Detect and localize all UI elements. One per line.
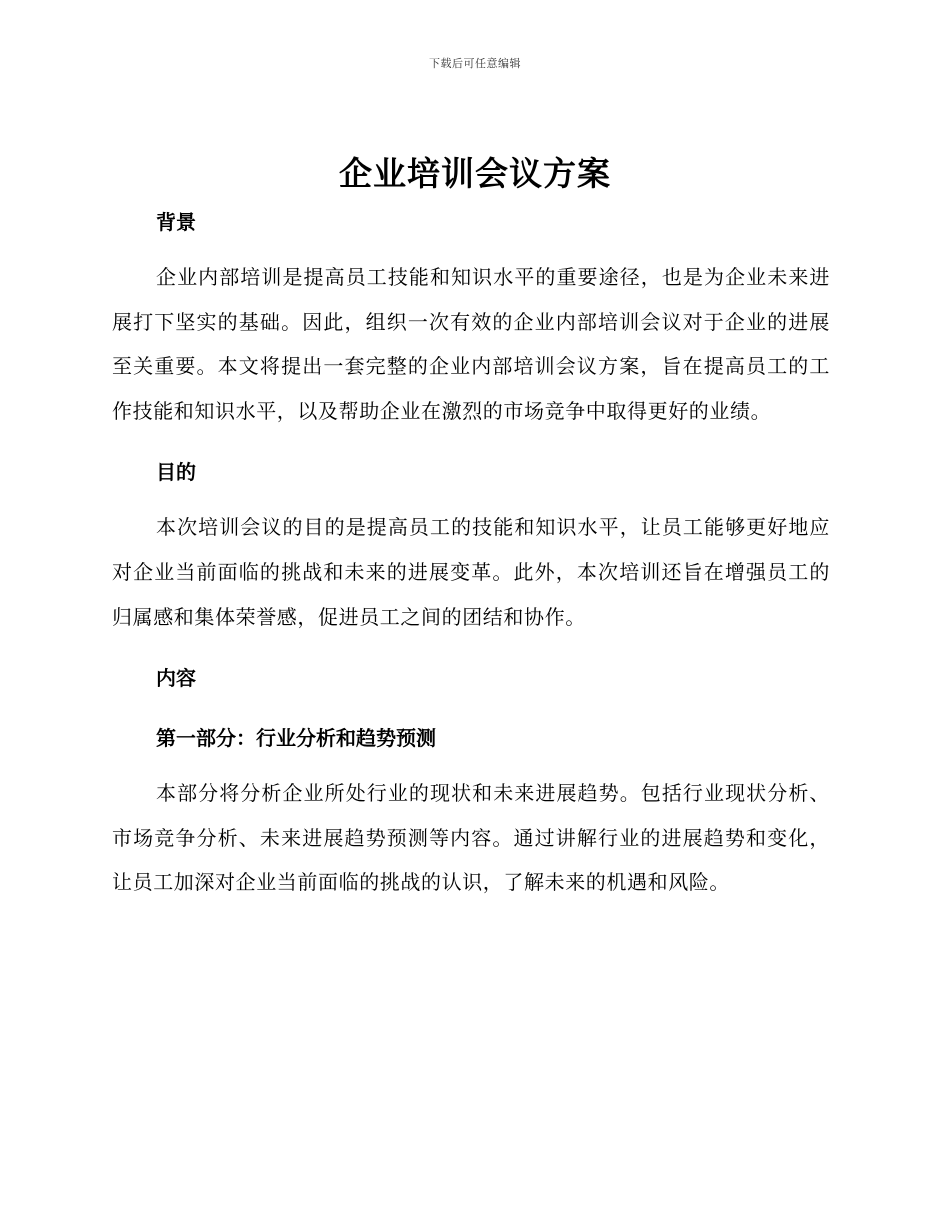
subsection-paragraph-part1: 本部分将分析企业所处行业的现状和未来进展趋势。包括行业现状分析、市场竞争分析、未来进展趋势预测等内容。通过讲解行业的进展趋势和变化，让员工加深对企业当前面临的挑战的认识，了解未来的机遇和风险。 (112, 781, 830, 895)
section-paragraph-purpose: 本次培训会议的目的是提高员工的技能和知识水平，让员工能够更好地应对企业当前面临的挑战和未来的进展变革。此外，本次培训还旨在增强员工的归属感和集体荣誉感，促进员工之间的团结和协作。 (112, 515, 830, 629)
section-heading-content: 内容 (156, 666, 196, 691)
header-note: 下载后可任意编辑 (429, 57, 521, 70)
section-heading-background: 背景 (156, 210, 196, 234)
section-heading-purpose: 目的 (156, 460, 196, 485)
document-title: 企业培训会议方案 (339, 154, 611, 193)
section-paragraph-background: 企业内部培训是提高员工技能和知识水平的重要途径，也是为企业未来进展打下坚实的基础。因此，组织一次有效的企业内部培训会议对于企业的进展至关重要。本文将提出一套完整的企业内部培训会议方案，旨在提高员工的工作技能和知识水平，以及帮助企业在激烈的市场竞争中取得更好的业绩。 (112, 265, 830, 423)
document-body (112, 205, 830, 905)
subsection-heading-part1: 第一部分：行业分析和趋势预测 (156, 726, 436, 751)
